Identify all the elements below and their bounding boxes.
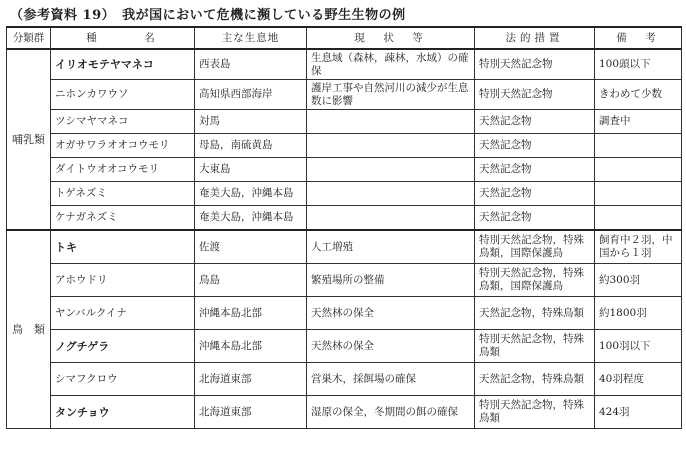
endangered-species-table	[6, 26, 682, 429]
legal-cell: 特別天然記念物，特殊鳥類，国際保護鳥	[475, 230, 595, 264]
species-name: ケナガネズミ	[51, 206, 195, 231]
header-status: 現 状 等	[307, 27, 475, 49]
table-row	[7, 330, 682, 363]
note-cell: 飼育中２羽，中国から１羽	[595, 230, 682, 264]
header-legal: 法的措置	[475, 27, 595, 49]
legal-cell: 天然記念物	[475, 134, 595, 158]
legal-cell: 特別天然記念物	[475, 80, 595, 110]
habitat-cell: 沖縄本島北部	[195, 330, 307, 363]
header-notes: 備 考	[595, 27, 682, 49]
species-name: アホウドリ	[51, 264, 195, 297]
species-name: ノグチゲラ	[51, 330, 195, 363]
table-row	[7, 264, 682, 297]
table-row	[7, 363, 682, 396]
note-cell: 40羽程度	[595, 363, 682, 396]
habitat-cell: 大東島	[195, 158, 307, 182]
habitat-cell: 沖縄本島北部	[195, 297, 307, 330]
note-cell: 約1800羽	[595, 297, 682, 330]
status-cell	[307, 206, 475, 231]
legal-cell: 天然記念物，特殊鳥類	[475, 297, 595, 330]
species-name: ダイトウオオコウモリ	[51, 158, 195, 182]
status-cell: 営巣木，採餌場の確保	[307, 363, 475, 396]
status-cell: 天然林の保全	[307, 330, 475, 363]
note-cell	[595, 182, 682, 206]
legal-cell: 天然記念物	[475, 182, 595, 206]
status-cell: 湿原の保全，冬期間の餌の確保	[307, 396, 475, 429]
species-name: ヤンバルクイナ	[51, 297, 195, 330]
status-cell: 生息域（森林，疎林，水域）の確保	[307, 49, 475, 80]
table-row	[7, 206, 682, 231]
legal-cell: 特別天然記念物	[475, 49, 595, 80]
table-row	[7, 230, 682, 264]
table-row	[7, 182, 682, 206]
note-cell	[595, 206, 682, 231]
status-cell: 天然林の保全	[307, 297, 475, 330]
table-row	[7, 80, 682, 110]
legal-cell: 天然記念物	[475, 110, 595, 134]
table-header-row	[7, 27, 682, 49]
status-cell	[307, 134, 475, 158]
habitat-cell: 母島，南硫黄島	[195, 134, 307, 158]
note-cell: 調査中	[595, 110, 682, 134]
table-row	[7, 134, 682, 158]
legal-cell: 特別天然記念物，特殊鳥類	[475, 330, 595, 363]
status-cell	[307, 110, 475, 134]
species-name: タンチョウ	[51, 396, 195, 429]
habitat-cell: 対馬	[195, 110, 307, 134]
note-cell: 424羽	[595, 396, 682, 429]
header-species: 種 名	[51, 27, 195, 49]
legal-cell: 天然記念物，特殊鳥類	[475, 363, 595, 396]
group-mammals: 哺乳類	[7, 49, 51, 230]
species-name: シマフクロウ	[51, 363, 195, 396]
habitat-cell: 北海道東部	[195, 396, 307, 429]
table-row	[7, 49, 682, 80]
legal-cell: 特別天然記念物，特殊鳥類，国際保護鳥	[475, 264, 595, 297]
species-name: ツシマヤマネコ	[51, 110, 195, 134]
status-cell: 護岸工事や自然河川の減少が生息数に影響	[307, 80, 475, 110]
habitat-cell: 鳥島	[195, 264, 307, 297]
table-row	[7, 158, 682, 182]
legal-cell: 天然記念物	[475, 206, 595, 231]
species-name: トゲネズミ	[51, 182, 195, 206]
species-name: ニホンカワウソ	[51, 80, 195, 110]
note-cell: きわめて少数	[595, 80, 682, 110]
note-cell: 100羽以下	[595, 330, 682, 363]
habitat-cell: 西表島	[195, 49, 307, 80]
habitat-cell: 奄美大島，沖縄本島	[195, 206, 307, 231]
table-row	[7, 110, 682, 134]
legal-cell: 天然記念物	[475, 158, 595, 182]
status-cell	[307, 182, 475, 206]
note-cell	[595, 134, 682, 158]
group-birds: 鳥 類	[7, 230, 51, 429]
habitat-cell: 高知県西部海岸	[195, 80, 307, 110]
status-cell: 繁殖場所の整備	[307, 264, 475, 297]
habitat-cell: 北海道東部	[195, 363, 307, 396]
note-cell	[595, 158, 682, 182]
document-title: （参考資料 19） 我が国において危機に瀕している野生生物の例	[10, 8, 406, 23]
table-row	[7, 297, 682, 330]
status-cell	[307, 158, 475, 182]
legal-cell: 特別天然記念物，特殊鳥類	[475, 396, 595, 429]
note-cell: 約300羽	[595, 264, 682, 297]
species-name: オガサワラオオコウモリ	[51, 134, 195, 158]
species-name: トキ	[51, 230, 195, 264]
species-name: イリオモテヤマネコ	[51, 49, 195, 80]
habitat-cell: 奄美大島，沖縄本島	[195, 182, 307, 206]
table-row	[7, 396, 682, 429]
habitat-cell: 佐渡	[195, 230, 307, 264]
note-cell: 100頭以下	[595, 49, 682, 80]
header-group: 分類群	[7, 27, 51, 49]
header-habitat: 主な生息地	[195, 27, 307, 49]
status-cell: 人工増殖	[307, 230, 475, 264]
